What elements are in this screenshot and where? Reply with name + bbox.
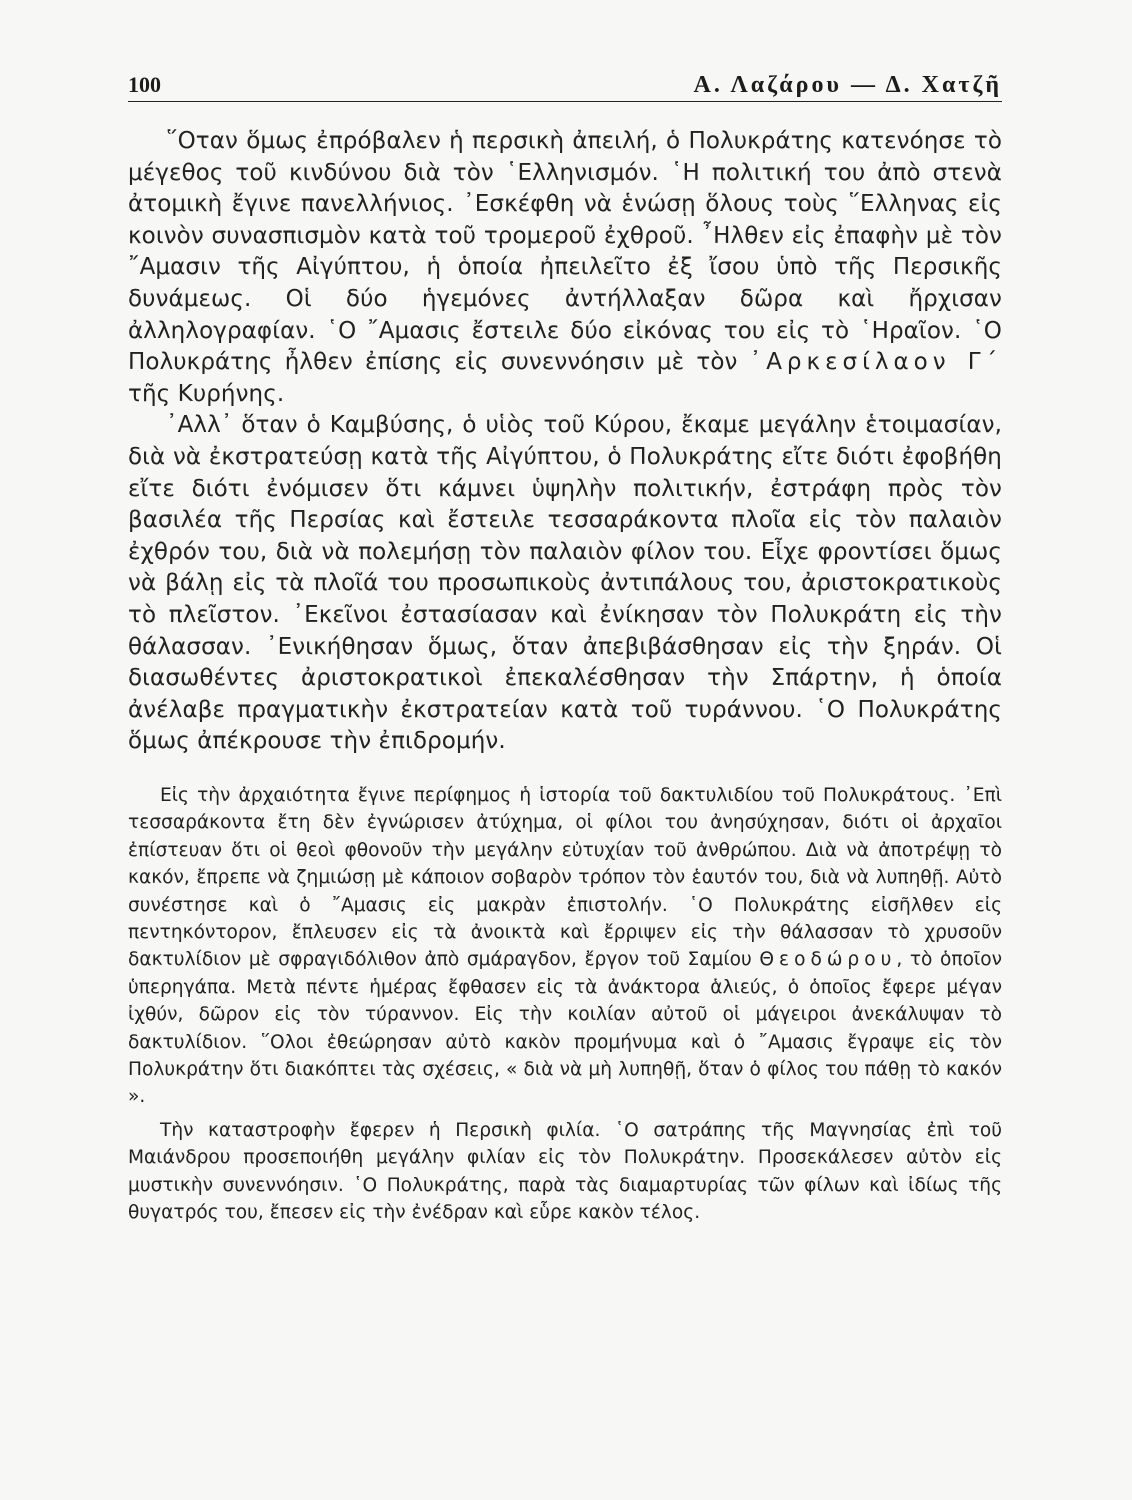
paragraph-text: ᾿Αλλ᾿ ὅταν ὁ Καμβύσης, ὁ υἱὸς τοῦ Κύρου, ἔκαμε μεγάλην ἑτοιμασίαν, διὰ νὰ ἐκστρατεύσῃ κατὰ τῆς Αἰγύπτου, ὁ Πολυκράτης εἴτε διότι ἐφοβήθη εἴτε διότι ἐνόμισεν ὅτι κάμνει ὑψηλὴν πολιτικήν, ἐστράφη πρὸς τὸν βασιλέα τῆς Περσίας καὶ ἔστειλε τεσσαράκοντα πλοῖα εἰς τὸν παλαιὸν ἐχθρόν του, διὰ νὰ πολεμήσῃ τὸν παλαιὸν φίλον του. Εἶχε φροντίσει ὅμως νὰ βάλῃ εἰς τὰ πλοῖά του προσωπικοὺς ἀντιπάλους του, ἀριστοκρατικοὺς τὸ πλεῖστον. ᾿Εκεῖνοι ἐστασίασαν καὶ ἐνίκησαν τὸν Πολυκράτη εἰς τὴν θάλασσαν. ᾿Ενικήθησαν ὅμως, ὅταν ἀπεβιβάσθησαν εἰς τὴν ξηράν. Οἱ διασωθέντες ἀριστοκρατικοὶ ἐπεκαλέσθησαν τὴν Σπάρτην, ἡ ὁποία ἀνέλαβε πραγματικὴν ἐκστρατείαν κατὰ τοῦ τυράννου. ῾Ο Πολυκράτης ὅμως ἀπέκρουσε τὴν ἐπιδρομήν. xyxy=(128,412,1002,755)
running-head xyxy=(128,72,1002,102)
paragraph-text: Εἰς τὴν ἀρχαιότητα ἔγινε περίφημος ἡ ἱστορία τοῦ δακτυλιδίου τοῦ Πολυκράτους. ᾿Επὶ τεσσαράκοντα ἔτη δὲν ἐγνώρισεν ἀτύχημα, οἱ φίλοι του ἀνησύχησαν, διότι οἱ ἀρχαῖοι ἐπίστευαν ὅτι οἱ θεοὶ φθονοῦν τὴν μεγάλην εὐτυχίαν τοῦ ἀνθρώπου. Διὰ νὰ ἀποτρέψῃ τὸ κακόν, ἔπρεπε νὰ ζημιώσῃ μὲ κάποιον σοβαρὸν τρόπον τὸν ἑαυτόν του, διὰ νὰ λυπηθῇ. Αὐτὸ συνέστησε καὶ ὁ ῎Αμασις εἰς μακρὰν ἐπιστολήν. ῾Ο Πολυκράτης εἰσῆλθεν εἰς πεντηκόντορον, ἔπλευσεν εἰς τὰ ἀνοικτὰ καὶ ἔρριψεν εἰς τὴν θάλασσαν τὸ χρυσοῦν δακτυλίδιον μὲ σφραγιδόλιθον ἀπὸ σμάραγδον, ἔργον τοῦ Σαμίου xyxy=(128,784,1002,971)
small-paragraph xyxy=(128,1117,1002,1227)
small-print-text xyxy=(128,782,1002,1227)
paragraph-text: Τὴν καταστροφὴν ἔφερεν ἡ Περσικὴ φιλία. ῾Ο σατράπης τῆς Μαγνησίας ἐπὶ τοῦ Μαιάνδρου προσεποιήθη μεγάλην φιλίαν εἰς τὸν Πολυκράτην. Προσεκάλεσεν αὐτὸν εἰς μυστικὴν συνεννόησιν. ῾Ο Πολυκράτης, παρὰ τὰς διαμαρτυρίας τῶν φίλων καὶ ἰδίως τῆς θυγατρός του, ἔπεσεν εἰς τὴν ἐνέδραν καὶ εὗρε κακὸν τέλος. xyxy=(128,1119,1002,1223)
main-paragraph xyxy=(128,410,1002,758)
paragraph-text: , τὸ ὁποῖον ὑπερηγάπα. Μετὰ πέντε ἡμέρας ἔφθασεν εἰς τὰ ἀνάκτορα ἁλιεύς, ὁ ὁποῖος ἔφερε μέγαν ἰχθύν, δῶρον εἰς τὸν τύραννον. Εἰς τὴν κοιλίαν αὐτοῦ οἱ μάγειροι ἀνεκάλυψαν τὸ δακτυλίδιον. ῞Ολοι ἐθεώρησαν αὐτὸ κακὸν προμήνυμα καὶ ὁ ῎Αμασις ἔγραψε εἰς τὸν Πολυκράτην ὅτι διακόπτει τὰς σχέσεις, « διὰ νὰ μὴ λυπηθῇ, ὅταν ὁ φίλος του πάθῃ τὸ κακόν ». xyxy=(128,949,1002,1108)
main-text xyxy=(128,126,1002,758)
page-number: 100 xyxy=(128,72,161,97)
paragraph-text: ῞Οταν ὅμως ἐπρόβαλεν ἡ περσικὴ ἀπειλή, ὁ Πολυκράτης κατενόησε τὸ μέγεθος τοῦ κινδύνου διὰ τὸν ῾Ελληνισμόν. ῾Η πολιτική του ἀπὸ στενὰ ἀτομικὴ ἔγινε πανελλήνιος. ᾿Εσκέφθη νὰ ἑνώσῃ ὅλους τοὺς ῞Ελληνας εἰς κοινὸν συνασπισμὸν κατὰ τοῦ τρομεροῦ ἐχθροῦ. ῏Ηλθεν εἰς ἐπαφὴν μὲ τὸν ῎Αμασιν τῆς Αἰγύπτου, ἡ ὁποία ἠπειλεῖτο ἐξ ἴσου ὑπὸ τῆς Περσικῆς δυνάμεως. Οἱ δύο ἡγεμόνες ἀντήλλαξαν δῶρα καὶ ἤρχισαν ἀλληλογραφίαν. ῾Ο ῎Αμασις ἔστειλε δύο εἰκόνας του εἰς τὸ ῾Ηραῖον. ῾Ο Πολυκράτης ἦλθεν ἐπίσης εἰς συνεννόησιν μὲ τὸν xyxy=(128,128,1002,376)
paragraph-text: τῆς Κυρήνης. xyxy=(128,380,285,407)
book-page xyxy=(128,72,1002,1226)
small-paragraph xyxy=(128,782,1002,1111)
main-paragraph xyxy=(128,126,1002,410)
running-title: Α. Λαζάρου — Δ. Χατζῆ xyxy=(693,72,1002,98)
spaced-name: ᾿Αρκεσίλαον Γ΄ xyxy=(749,349,1003,376)
spaced-name: Θεοδώρου xyxy=(759,949,897,971)
